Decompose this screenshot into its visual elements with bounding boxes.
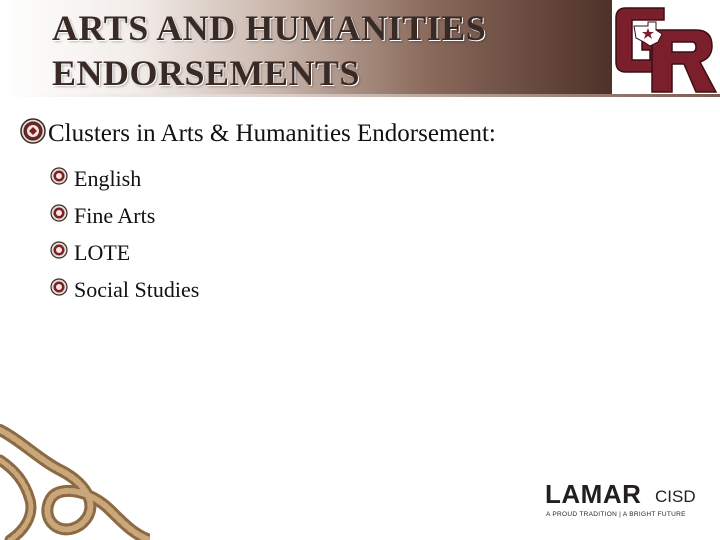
seal-bullet-icon bbox=[50, 204, 68, 227]
cluster-item-social-studies bbox=[50, 271, 199, 308]
gr-logo-icon bbox=[612, 0, 720, 96]
lamar-logo-suffix: CISD bbox=[655, 487, 696, 506]
seal-bullet-icon bbox=[20, 118, 46, 149]
cluster-label: Social Studies bbox=[74, 276, 200, 302]
texas-star-icon bbox=[634, 22, 662, 46]
lamar-cisd-logo bbox=[545, 480, 705, 522]
seal-bullet-icon bbox=[50, 278, 68, 301]
seal-bullet-icon bbox=[50, 241, 68, 264]
seal-bullet-icon bbox=[50, 167, 68, 190]
cluster-item-lote bbox=[50, 234, 199, 271]
cluster-label: English bbox=[74, 165, 142, 191]
title-divider bbox=[0, 94, 720, 97]
cluster-item-fine-arts bbox=[50, 197, 199, 234]
lamar-logo-name: LAMAR bbox=[545, 479, 642, 509]
main-bullet-text: Clusters in Arts & Humanities Endorsement: bbox=[48, 119, 496, 147]
title-line-2: ENDORSEMENTS bbox=[52, 53, 361, 93]
cluster-label: Fine Arts bbox=[74, 202, 156, 228]
title-line-1: ARTS AND HUMANITIES bbox=[52, 8, 487, 48]
main-bullet bbox=[20, 118, 496, 149]
slide-title bbox=[52, 6, 592, 96]
gr-logo bbox=[612, 0, 720, 96]
cluster-label: LOTE bbox=[74, 239, 131, 265]
lamar-logo-tagline: A PROUD TRADITION | A BRIGHT FUTURE bbox=[546, 511, 686, 518]
rope-knot-icon bbox=[0, 420, 150, 540]
cluster-item-english bbox=[50, 160, 199, 197]
cluster-list bbox=[50, 160, 199, 308]
